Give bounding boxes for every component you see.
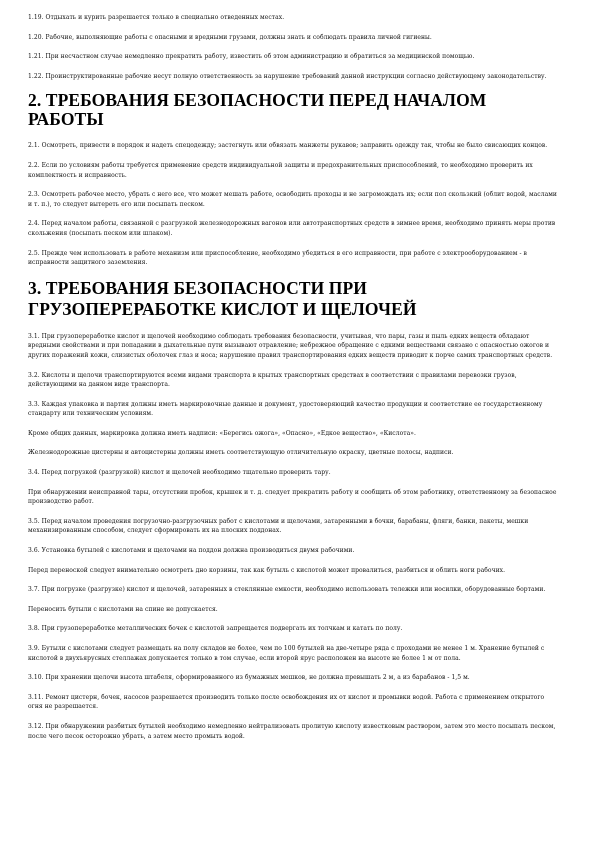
paragraph-3-6: 3.6. Установка бутылей с кислотами и щелочами на поддон должна производиться двумя рабочими. bbox=[28, 547, 355, 555]
paragraph-3-3: 3.3. Каждая упаковка и партия должны иметь маркировочные данные и документ, удостоверяющий качество продукции и соответствие ее государственному стандарту или техническим условиям. bbox=[28, 400, 543, 418]
paragraph-3-10: 3.10. При хранении щелочи высота штабеля, сформированного из бумажных мешков, не должна превышать 2 м, а из барабанов - 1,5 м. bbox=[28, 674, 470, 682]
paragraph-3-5: 3.5. Перед началом проведения погрузочно-разгрузочных работ с кислотами и щелочами, затаренными в бочки, барабаны, фляги, банки, пакеты, мешки механизированным способом, следует сформировать их на плоских поддонах. bbox=[28, 517, 529, 535]
paragraph-1-20: 1.20. Рабочие, выполняющие работы с опасными и вредными грузами, должны знать и соблюдать правила личной гигиены. bbox=[28, 33, 432, 41]
paragraph-3-8: 3.8. При грузопереработке металлических бочек с кислотой запрещается подвергать их толчкам и катать по полу. bbox=[28, 625, 403, 633]
paragraph-tanks: Железнодорожные цистерны и автоцистерны должны иметь соответствующую отличительную окраску, цветные полосы, надписи. bbox=[28, 449, 454, 457]
paragraph-3-7: 3.7. При погрузке (разгрузке) кислот и щелочей, затаренных в стеклянные емкости, необходимо использовать тележки или носилки, оборудованные бортами. bbox=[28, 586, 546, 594]
section-3-heading: 3. ТРЕБОВАНИЯ БЕЗОПАСНОСТИ ПРИ ГРУЗОПЕРЕРАБОТКЕ КИСЛОТ И ЩЕЛОЧЕЙ bbox=[28, 277, 417, 319]
paragraph-3-9: 3.9. Бутыли с кислотами следует размещать на полу складов не более, чем по 100 бутылей на две-четыре ряда с проходами не менее 1 м. Хранение бутылей с кислотой в двухъярусных стеллажах допускается только в том случае, если второй ярус расположен на высоте не более 1 м от пола. bbox=[28, 645, 545, 662]
paragraph-faulty-tare: При обнаружении неисправной тары, отсутствии пробок, крышек и т. д. следует прекратить работу и сообщить об этом работнику, ответственному за безопасное производство работ. bbox=[28, 488, 557, 506]
paragraph-no-back-carry: Переносить бутыли с кислотами на спине не допускается. bbox=[28, 605, 218, 613]
paragraph-1-22: 1.22. Проинструктированные рабочие несут полную ответственность за нарушение требований данной инструкции согласно действующему законодательству. bbox=[28, 72, 547, 80]
paragraph-2-2: 2.2. Если по условиям работы требуется применение средств индивидуальной защиты и предохранительных приспособлений, то необходимо проверить их комплектность и исправность. bbox=[28, 161, 533, 179]
paragraph-2-5: 2.5. Прежде чем использовать в работе механизм или приспособление, необходимо убедиться в его исправности, при работе с электрооборудованием - в исправности защитного заземления. bbox=[28, 249, 527, 267]
paragraph-2-4: 2.4. Перед началом работы, связанной с разгрузкой железнодорожных вагонов или автотранспортных средств в зимнее время, необходимо принять меры против скольжения (посыпать песком или шлаком). bbox=[28, 220, 556, 237]
paragraph-3-2: 3.2. Кислоты и щелочи транспортируются всеми видами транспорта в крытых транспортных средствах в соответствии с правилами перевозки грузов, действующими на данном виде транспорта. bbox=[28, 371, 517, 389]
paragraph-3-11: 3.11. Ремонт цистерн, бочек, насосов разрешается производить только после освобождения их от кислот и промывки водой. Работа с применением открытого огня не разрешается. bbox=[28, 693, 545, 711]
paragraph-2-3: 2.3. Осмотреть рабочее место, убрать с него все, что может мешать работе, освободить проходы и не загромождать их; если пол скользкий (облит водой, маслами и т. п.), то следует вытереть его или посыпать песком. bbox=[28, 191, 557, 208]
paragraph-3-12: 3.12. При обнаружении разбитых бутылей необходимо немедленно нейтрализовать пролитую кислоту известковым раствором, затем это место посыпать песком, после чего песок осторожно убрать, а затем место промыть водой. bbox=[28, 722, 556, 740]
paragraph-2-1: 2.1. Осмотреть, привести в порядок и надеть спецодежду; застегнуть или обвязать манжеты рукавов; заправить одежду так, чтобы не было свисающих концов. bbox=[28, 142, 548, 150]
paragraph-1-21: 1.21. При несчастном случае немедленно прекратить работу, известить об этом администрацию и обратиться за медицинской помощью. bbox=[28, 53, 475, 61]
paragraph-3-4: 3.4. Перед погрузкой (разгрузкой) кислот и щелочей необходимо тщательно проверить тару. bbox=[28, 469, 331, 477]
paragraph-3-1: 3.1. При грузопереработке кислот и щелочей необходимо соблюдать требования безопасности, учитывая, что пары, газы и пыль едких веществ обладают вредными свойствами и при попадании в дыхательные пути вызывают отравление; небрежное обращение с едкими веществами связано с опасностью ожогов и других поражений кожи, слизистых оболочек глаз и носа; нарушение правил транспортирования едких веществ приводит к порче самих транспортных средств. bbox=[28, 332, 553, 359]
paragraph-1-19: 1.19. Отдыхать и курить разрешается только в специально отведенных местах. bbox=[28, 14, 285, 21]
section-2-heading: 2. ТРЕБОВАНИЯ БЕЗОПАСНОСТИ ПЕРЕД НАЧАЛОМ РАБОТЫ bbox=[28, 90, 487, 130]
paragraph-marking: Кроме общих данных, маркировка должна иметь надписи: «Берегись ожога», «Опасно», «Едкое вещество», «Кислота». bbox=[28, 429, 416, 437]
paragraph-basket-check: Перед переноской следует внимательно осмотреть дно корзины, так как бутыль с кислотой может провалиться, разбиться и облить ноги рабочих. bbox=[28, 566, 506, 574]
